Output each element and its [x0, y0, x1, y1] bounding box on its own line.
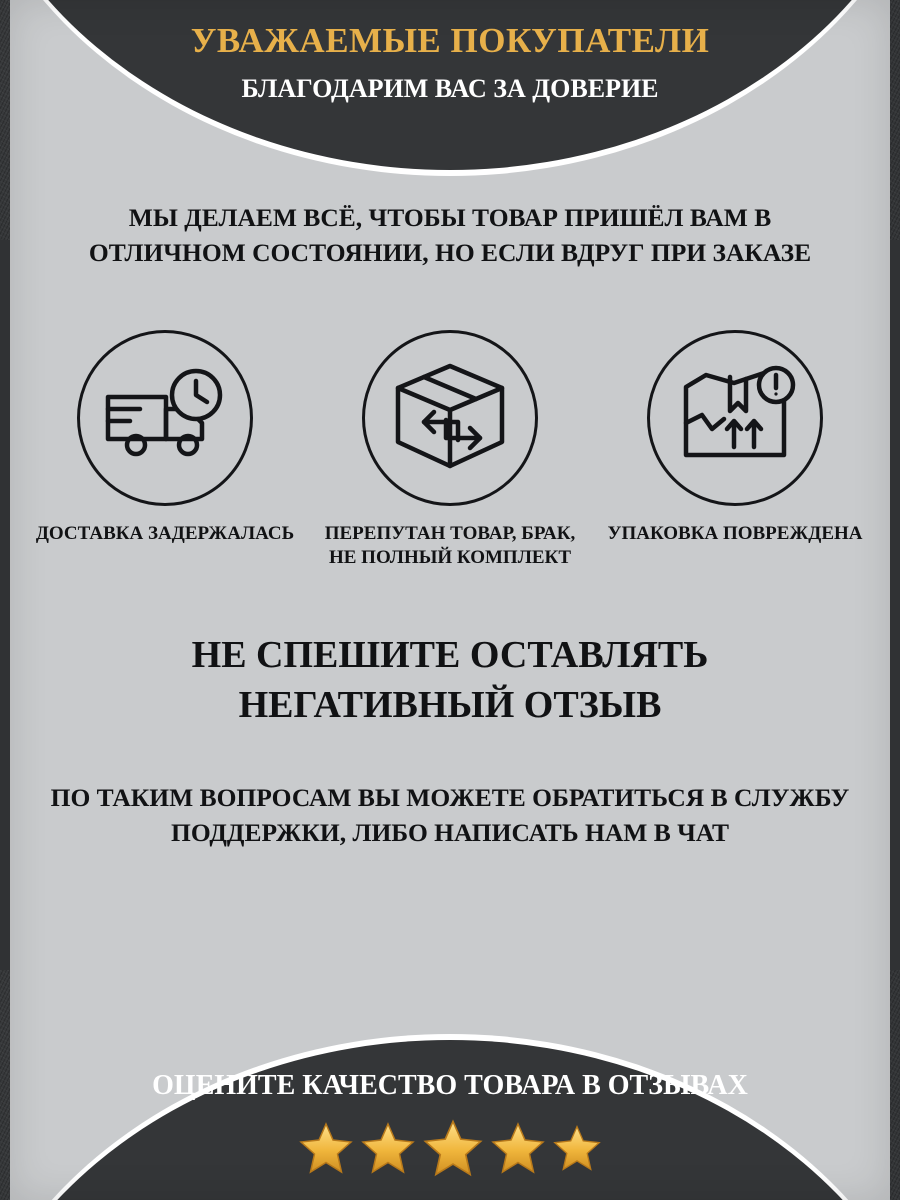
- page-title: УВАЖАЕМЫЕ ПОКУПАТЕЛИ: [190, 21, 710, 60]
- star-icon: [360, 1121, 416, 1175]
- sheet-shadow: [10, 0, 890, 1200]
- star-icon: [490, 1121, 546, 1175]
- header: [0, 22, 900, 104]
- footer: [0, 1068, 900, 1178]
- footer-title: ОЦЕНИТЕ КАЧЕСТВО ТОВАРА В ОТЗЫВАХ: [152, 1069, 748, 1101]
- issue-item-wrong-item: [315, 330, 585, 571]
- star-icon: [298, 1121, 354, 1175]
- rating-stars: [0, 1118, 900, 1178]
- star-icon: [422, 1118, 484, 1178]
- issue-caption: ДОСТАВКА ЗАДЕРЖАЛАСЬ: [35, 523, 295, 544]
- star-icon: [552, 1124, 602, 1172]
- content-sheet: [10, 0, 890, 1200]
- box-return-arrow-icon: [362, 330, 538, 506]
- issue-item-delivery: [30, 330, 300, 571]
- headline-text: НЕ СПЕШИТЕ ОСТАВЛЯТЬ НЕГАТИВНЫЙ ОТЗЫВ: [191, 634, 709, 727]
- intro-text: МЫ ДЕЛАЕМ ВСЁ, ЧТОБЫ ТОВАР ПРИШЁЛ ВАМ В ОТЛИЧНОМ СОСТОЯНИИ, НО ЕСЛИ ВДРУГ ПРИ ЗАКАЗЕ: [88, 203, 812, 268]
- delivery-truck-clock-icon: [77, 330, 253, 506]
- issue-item-damaged-package: [600, 330, 870, 571]
- header-subtitle: БЛАГОДАРИМ ВАС ЗА ДОВЕРИЕ: [241, 73, 659, 103]
- issues-row: [30, 330, 870, 571]
- issue-caption: ПЕРЕПУТАН ТОВАР, БРАК, НЕ ПОЛНЫЙ КОМПЛЕКТ: [324, 523, 576, 569]
- damaged-package-icon: [647, 330, 823, 506]
- issue-caption: УПАКОВКА ПОВРЕЖДЕНА: [607, 523, 863, 544]
- support-text: ПО ТАКИМ ВОПРОСАМ ВЫ МОЖЕТЕ ОБРАТИТЬСЯ В СЛУЖБУ ПОДДЕРЖКИ, ЛИБО НАПИСАТЬ НАМ В ЧАТ: [50, 783, 850, 848]
